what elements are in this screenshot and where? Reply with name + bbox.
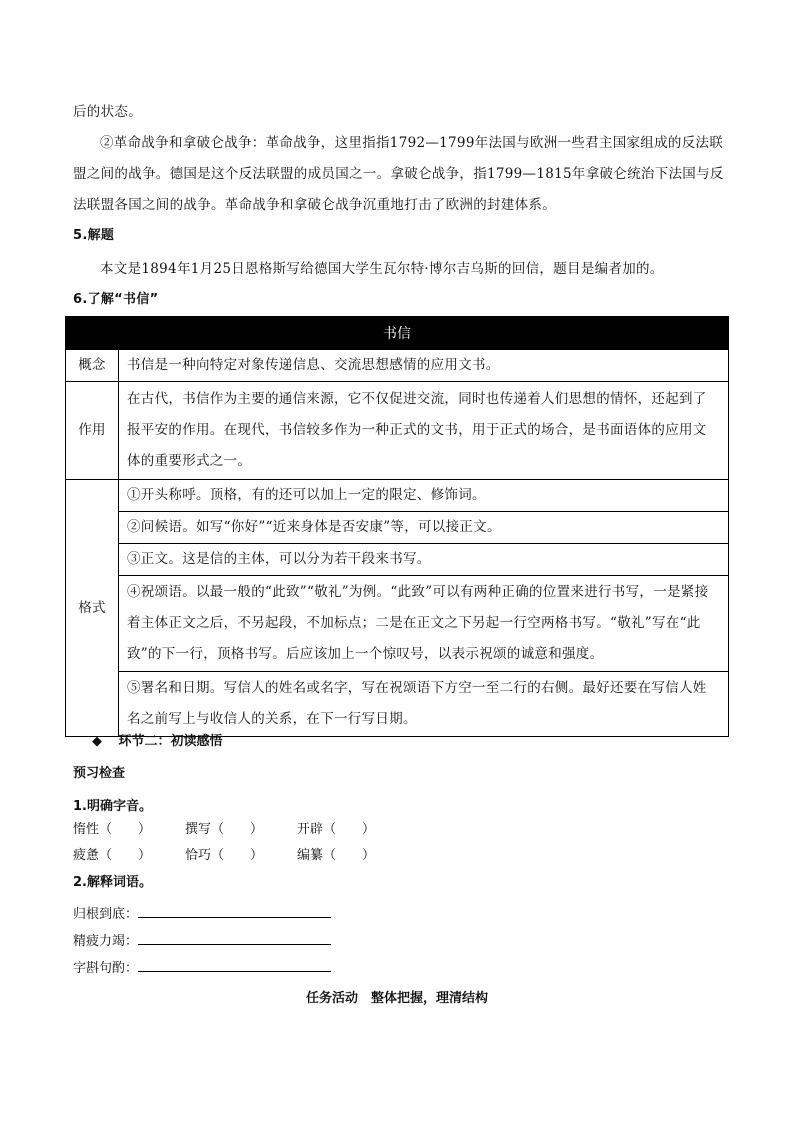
answer-line[interactable] [138, 957, 331, 972]
section-two-heading [92, 732, 223, 752]
pinyin-blank[interactable]: 惰性（ ） [73, 822, 152, 837]
table-row-format-1 [66, 480, 729, 512]
note-2-line-2: 盟之间的战争。德国是这个反法联盟的成员国之一。拿破仑战争，指1799—1815年拿破仑统治下法国与反 [73, 166, 724, 182]
format-item: ③正文。这是信的主体，可以分为若干段来书写。 [119, 544, 729, 576]
section-two-title: 环节二：初读感悟 [118, 734, 223, 749]
format-item: ②问候语。如写“你好”“近来身体是否安康”等，可以接正文。 [119, 512, 729, 544]
answer-line[interactable] [138, 903, 331, 918]
concept-text: 书信是一种向特定对象传递信息、交流思想感情的应用文书。 [119, 350, 729, 382]
table-row-format-2 [66, 512, 729, 544]
table-row-concept [66, 350, 729, 382]
diamond-bullet-icon: ◆ [92, 734, 102, 749]
term-field [73, 903, 331, 925]
pinyin-row-2 [73, 846, 375, 866]
term-field [73, 957, 331, 979]
note-2-line-3: 法联盟各国之间的战争。革命战争和拿破仑战争沉重地打击了欧洲的封建体系。 [73, 197, 556, 213]
format-item: ④祝颂语。以最一般的“此致”“敬礼”为例。“此致”可以有两种正确的位置来进行书写，一是紧接着主体正文之后，不另起段，不加标点；二是在正文之下另起一行空两格书写。“敬礼”写在“此致”的下一行，顶格书写。后应该加上一个惊叹号，以表示祝颂的诚意和强度。 [119, 576, 729, 672]
pinyin-blank[interactable]: 撰写（ ） [185, 822, 264, 837]
table-title: 书信 [66, 317, 729, 350]
pinyin-blank[interactable]: 编纂（ ） [297, 848, 376, 863]
table-row-format-5 [66, 672, 729, 737]
format-label: 格式 [66, 480, 119, 737]
question-2: 2.解释词语。 [73, 875, 152, 890]
task-activity-heading: 任务活动 整体把握，理清结构 [305, 991, 488, 1006]
pinyin-row-1 [73, 820, 375, 840]
pinyin-blank[interactable]: 开辟（ ） [297, 822, 376, 837]
section-5-text: 本文是1894年1月25日恩格斯写给德国大学生瓦尔特·博尔吉乌斯的回信，题目是编者加的。 [100, 261, 664, 277]
pinyin-blank[interactable]: 恰巧（ ） [185, 848, 264, 863]
term-field [73, 930, 331, 952]
format-item: ⑤署名和日期。写信人的姓名或名字，写在祝颂语下方空一至二行的右侧。最好还要在写信人姓名之前写上与收信人的关系，在下一行写日期。 [119, 672, 729, 737]
term-label: 精疲力竭： [73, 934, 139, 949]
table-row-format-4 [66, 576, 729, 672]
answer-line[interactable] [138, 930, 331, 945]
preview-heading: 预习检查 [73, 766, 126, 781]
note-2-line-1: ②革命战争和拿破仑战争：革命战争，这里指指1792—1799年法国与欧洲一些君主国家组成的反法联 [100, 135, 724, 151]
paragraph-end: 后的状态。 [73, 104, 142, 120]
term-label: 字斟句酌： [73, 961, 139, 976]
pinyin-blank[interactable]: 疲惫（ ） [73, 848, 152, 863]
section-5-heading: 5.解题 [73, 228, 115, 243]
section-6-heading: 6.了解“书信” [73, 292, 159, 307]
table-row-function [66, 382, 729, 480]
letter-info-table [65, 316, 729, 737]
format-item: ①开头称呼。顶格，有的还可以加上一定的限定、修饰词。 [119, 480, 729, 512]
question-1: 1.明确字音。 [73, 799, 152, 814]
function-text: 在古代，书信作为主要的通信来源，它不仅促进交流，同时也传递着人们思想的情怀，还起到了报平安的作用。在现代，书信较多作为一种正式的文书，用于正式的场合，是书面语体的应用文体的重要形式之一。 [119, 382, 729, 480]
function-label: 作用 [66, 382, 119, 480]
term-label: 归根到底： [73, 907, 139, 922]
concept-label: 概念 [66, 350, 119, 382]
table-row-format-3 [66, 544, 729, 576]
